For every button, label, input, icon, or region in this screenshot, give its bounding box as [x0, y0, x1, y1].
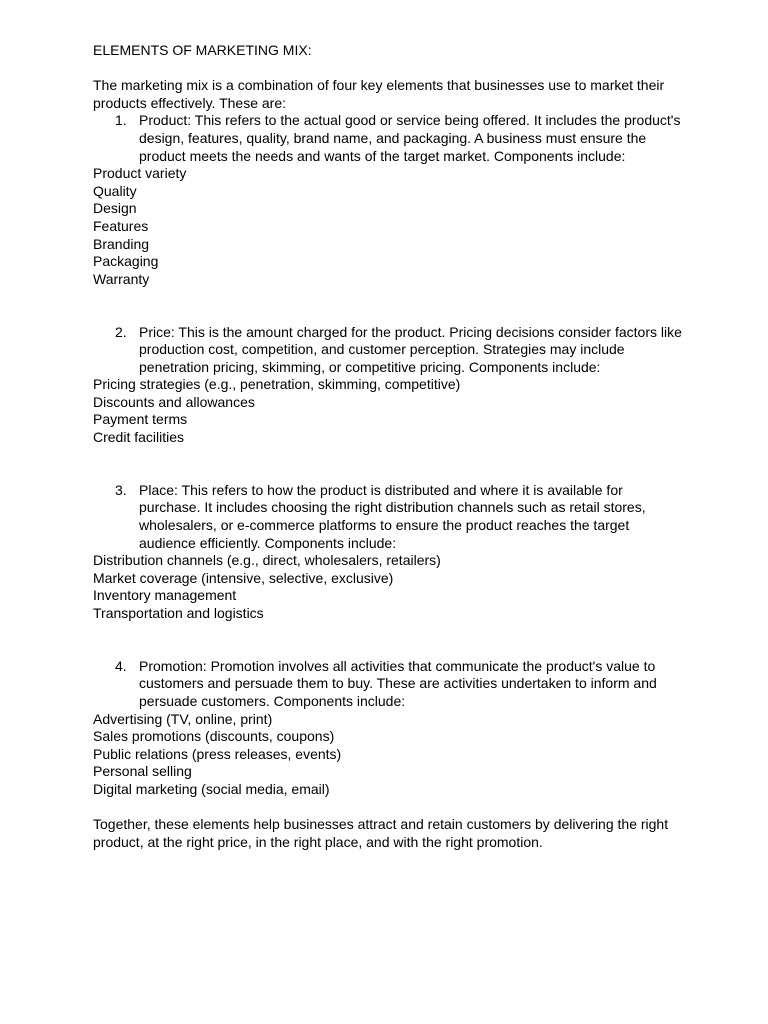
component-item: Personal selling	[93, 763, 192, 780]
component-item: Pricing strategies (e.g., penetration, skimming, competitive)	[93, 376, 461, 393]
spacer	[93, 288, 683, 323]
conclusion-paragraph: Together, these elements help businesses attract and retain customers by delivering the right product, at the right price, in the right place, and with the right promotion.	[93, 816, 669, 850]
list-number: 2.	[115, 323, 127, 340]
component-item: Product variety	[93, 165, 187, 182]
component-item: Warranty	[93, 270, 150, 287]
component-item: Features	[93, 217, 149, 234]
component-item: Distribution channels (e.g., direct, wholesalers, retailers)	[93, 552, 441, 569]
list-number: 1.	[115, 112, 127, 129]
component-item: Transportation and logistics	[93, 605, 264, 621]
component-item: Inventory management	[93, 587, 237, 604]
list-item-price	[93, 324, 683, 377]
component-item: Branding	[93, 235, 150, 252]
spacer	[93, 623, 683, 658]
list-item-promotion	[93, 658, 683, 711]
list-number: 3.	[115, 481, 127, 498]
component-item: Sales promotions (discounts, coupons)	[93, 728, 335, 745]
list-item-text: Price: This is the amount charged for the product. Pricing decisions consider factors like production cost, competition, and customer perception. Strategies may include penetration pricing, skimming, or competitive pricing. Components include:	[139, 323, 682, 375]
component-item: Credit facilities	[93, 429, 185, 446]
document-body	[93, 42, 683, 851]
document-title: ELEMENTS OF MARKETING MIX:	[93, 42, 312, 58]
component-item: Payment terms	[93, 411, 188, 428]
list-item-product	[93, 112, 683, 165]
spacer	[93, 60, 683, 78]
component-item: Design	[93, 200, 137, 217]
spacer	[93, 447, 683, 482]
list-item-text: Place: This refers to how the product is distributed and where it is available for purchase. It includes choosing the right distribution channels such as retail stores, wholesalers, or e-commerce platforms to ensure the product reaches the target audience efficiently. Components include:	[139, 481, 646, 551]
intro-paragraph: The marketing mix is a combination of four key elements that businesses use to market their products effectively. These are:	[93, 77, 665, 111]
component-item: Public relations (press releases, events)	[93, 745, 342, 762]
list-item-text: Promotion: Promotion involves all activities that communicate the product's value to customers and persuade them to buy. These are activities undertaken to inform and persuade customers. Components include:	[139, 657, 657, 709]
component-item: Market coverage (intensive, selective, exclusive)	[93, 569, 394, 586]
list-item-text: Product: This refers to the actual good or service being offered. It includes the product's design, features, quality, brand name, and packaging. A business must ensure the product meets the needs and wants of the target market. Components include:	[139, 112, 681, 164]
list-number: 4.	[115, 657, 127, 674]
list-item-place	[93, 482, 683, 552]
component-item: Digital marketing (social media, email)	[93, 780, 330, 797]
component-item: Packaging	[93, 253, 159, 270]
component-item: Advertising (TV, online, print)	[93, 710, 273, 727]
spacer	[93, 799, 683, 817]
component-item: Quality	[93, 182, 137, 199]
component-item: Discounts and allowances	[93, 393, 255, 410]
